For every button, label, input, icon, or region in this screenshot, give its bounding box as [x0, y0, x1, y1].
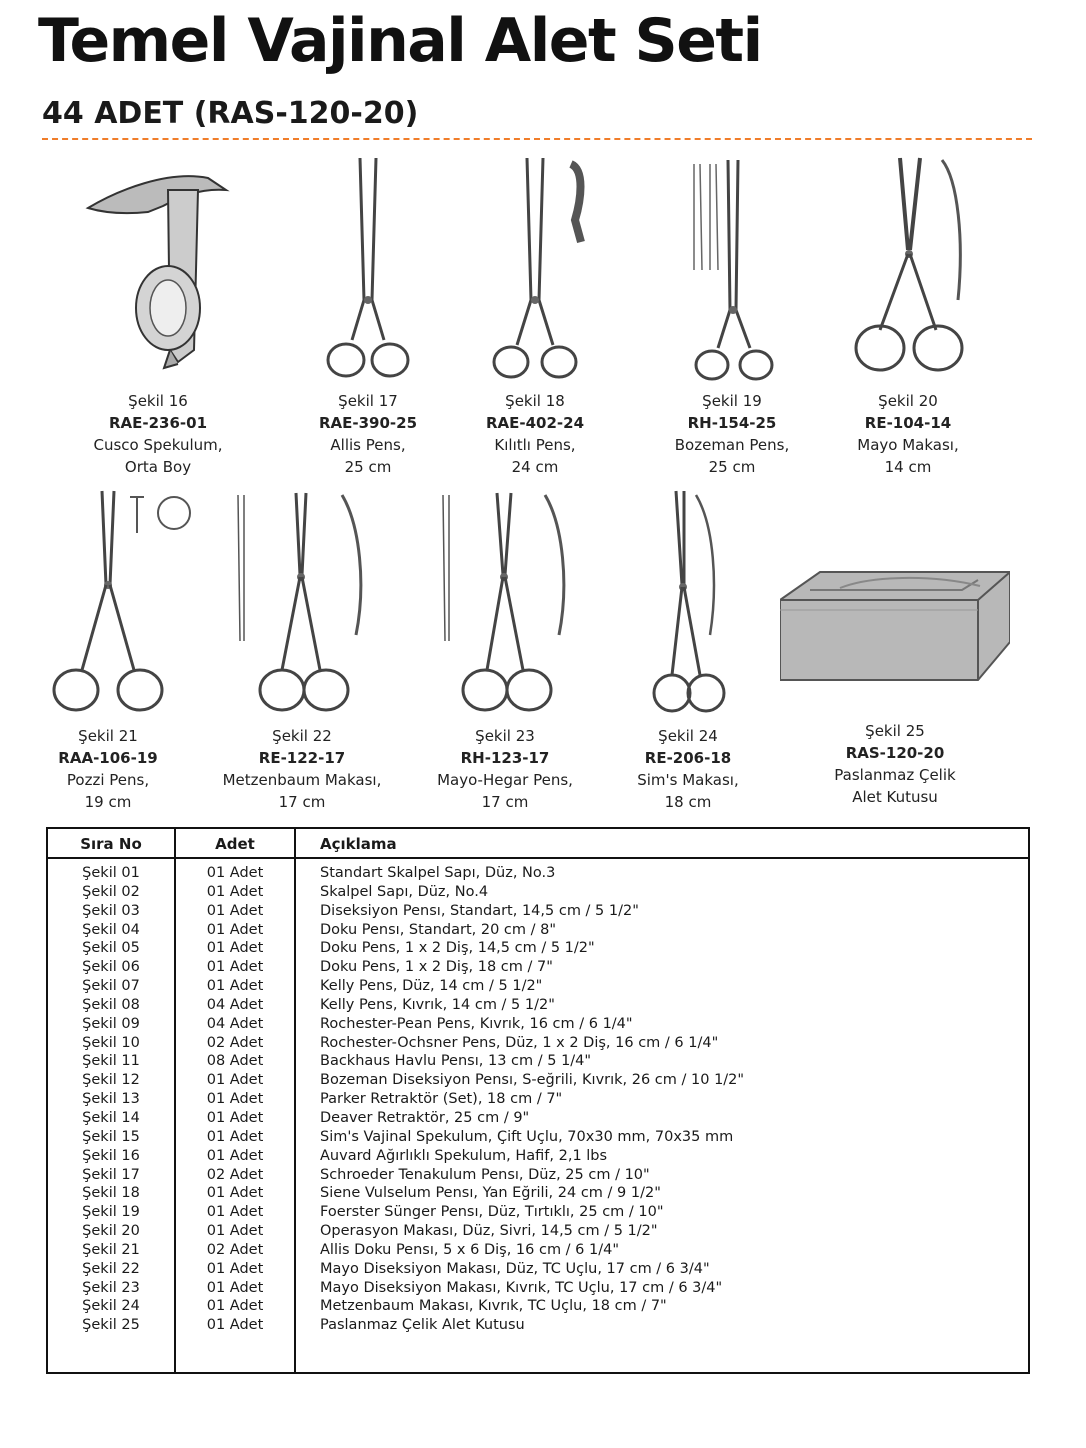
product-name: Cusco Spekulum,: [93, 436, 223, 454]
row-quantity: 01 Adet: [206, 1128, 264, 1145]
row-description: Mayo Diseksiyon Makası, Düz, TC Uçlu, 17 cm / 6 3/4": [320, 1260, 710, 1277]
row-description: Auvard Ağırlıklı Spekulum, Hafif, 2,1 lbs: [320, 1147, 608, 1164]
figure-21: [8, 485, 208, 815]
row-quantity: 01 Adet: [206, 1185, 264, 1202]
product-size: 24 cm: [511, 458, 559, 476]
table-row: [48, 996, 1028, 1015]
scissors-icon: [588, 485, 788, 720]
figure-22: [202, 485, 402, 815]
forceps-icon: [435, 150, 635, 385]
speculum-icon: [58, 150, 258, 385]
table-body: [48, 864, 1028, 1335]
row-number: Şekil 07: [82, 978, 140, 995]
table-header: [48, 829, 1028, 859]
header-aciklama: Açıklama: [320, 835, 397, 853]
product-name: Sim's Makası,: [637, 771, 739, 789]
row-number: Şekil 23: [82, 1279, 140, 1296]
row-quantity: 01 Adet: [206, 921, 264, 938]
table-row: [48, 1128, 1028, 1147]
product-size: 19 cm: [84, 793, 132, 811]
table-row: [48, 1260, 1028, 1279]
row-description: Doku Pens, 1 x 2 Diş, 18 cm / 7": [320, 959, 553, 976]
header-sira-no: Sıra No: [80, 835, 142, 853]
row-quantity: 01 Adet: [206, 902, 264, 919]
header-adet: Adet: [215, 835, 255, 853]
row-description: Allis Doku Pensı, 5 x 6 Diş, 16 cm / 6 1/4": [320, 1241, 620, 1258]
row-number: Şekil 21: [82, 1241, 140, 1258]
row-quantity: 02 Adet: [206, 1034, 264, 1051]
page-title: Temel Vajinal Alet Seti: [38, 6, 762, 76]
row-description: Paslanmaz Çelik Alet Kutusu: [320, 1317, 525, 1334]
table-row: [48, 977, 1028, 996]
row-quantity: 01 Adet: [206, 1279, 264, 1296]
product-size: 18 cm: [664, 793, 712, 811]
row-quantity: 01 Adet: [206, 978, 264, 995]
row-number: Şekil 09: [82, 1015, 140, 1032]
row-number: Şekil 02: [82, 883, 140, 900]
table-row: [48, 1203, 1028, 1222]
row-description: Doku Pensı, Standart, 20 cm / 8": [320, 921, 557, 938]
figure-19: [632, 150, 832, 480]
row-quantity: 01 Adet: [206, 1091, 264, 1108]
product-code: RAA-106-19: [58, 749, 158, 767]
row-quantity: 01 Adet: [206, 883, 264, 900]
row-number: Şekil 22: [82, 1260, 140, 1277]
row-quantity: 04 Adet: [206, 996, 264, 1013]
row-quantity: 04 Adet: [206, 1015, 264, 1032]
product-name: Mayo-Hegar Pens,: [437, 771, 573, 789]
table-row: [48, 1316, 1028, 1335]
row-quantity: 01 Adet: [206, 865, 264, 881]
table-row: [48, 1034, 1028, 1053]
row-number: Şekil 14: [82, 1109, 140, 1126]
table-row: [48, 958, 1028, 977]
table-row: [48, 902, 1028, 921]
product-code: RE-206-18: [644, 749, 732, 767]
figure-23: [405, 485, 605, 815]
row-number: Şekil 17: [82, 1166, 140, 1183]
row-number: Şekil 06: [82, 959, 140, 976]
row-description: Parker Retraktör (Set), 18 cm / 7": [320, 1091, 563, 1108]
row-quantity: 01 Adet: [206, 1109, 264, 1126]
steel-box-icon: [780, 560, 1010, 700]
row-description: Backhaus Havlu Pensı, 13 cm / 5 1/4": [320, 1053, 592, 1070]
row-description: Skalpel Sapı, Düz, No.4: [320, 883, 489, 900]
table-row: [48, 1279, 1028, 1298]
dashed-divider: [42, 138, 1032, 140]
product-name: Paslanmaz Çelik: [834, 766, 956, 784]
table-row: [48, 921, 1028, 940]
figure-number: Şekil 19: [702, 392, 762, 410]
table-row: [48, 1109, 1028, 1128]
product-code: RAE-402-24: [485, 414, 585, 432]
row-number: Şekil 13: [82, 1091, 140, 1108]
row-description: Doku Pens, 1 x 2 Diş, 14,5 cm / 5 1/2": [320, 940, 595, 957]
product-name: Pozzi Pens,: [66, 771, 150, 789]
row-number: Şekil 19: [82, 1204, 140, 1221]
row-description: Foerster Sünger Pensı, Düz, Tırtıklı, 25 cm / 10": [320, 1204, 664, 1221]
table-row: [48, 883, 1028, 902]
product-size: 14 cm: [884, 458, 932, 476]
row-number: Şekil 24: [82, 1298, 140, 1315]
figure-number: Şekil 23: [475, 727, 535, 745]
row-description: Schroeder Tenakulum Pensı, Düz, 25 cm / 10": [320, 1166, 650, 1183]
row-number: Şekil 20: [82, 1223, 140, 1240]
table-row: [48, 1297, 1028, 1316]
row-quantity: 01 Adet: [206, 1223, 264, 1240]
row-number: Şekil 05: [82, 940, 140, 957]
product-size: 25 cm: [708, 458, 756, 476]
row-description: Sim's Vajinal Spekulum, Çift Uçlu, 70x30 mm, 70x35 mm: [320, 1128, 734, 1145]
product-code: RAE-390-25: [318, 414, 418, 432]
scissors-icon: [202, 485, 402, 720]
row-description: Bozeman Diseksiyon Pensı, S-eğrili, Kıvrık, 26 cm / 10 1/2": [320, 1072, 745, 1089]
product-size: Orta Boy: [124, 458, 192, 476]
contents-table: [46, 827, 1030, 1374]
product-name: Allis Pens,: [330, 436, 406, 454]
figure-number: Şekil 16: [128, 392, 188, 410]
figure-20: [808, 150, 1008, 480]
product-name: Mayo Makası,: [857, 436, 959, 454]
row-number: Şekil 04: [82, 921, 140, 938]
figure-number: Şekil 18: [505, 392, 565, 410]
figure-number: Şekil 24: [658, 727, 718, 745]
row-number: Şekil 11: [82, 1053, 140, 1070]
scissors-icon: [808, 150, 1008, 385]
row-quantity: 02 Adet: [206, 1241, 264, 1258]
row-quantity: 01 Adet: [206, 1260, 264, 1277]
row-number: Şekil 15: [82, 1128, 140, 1145]
figure-number: Şekil 22: [272, 727, 332, 745]
row-quantity: 01 Adet: [206, 1317, 264, 1334]
row-number: Şekil 03: [82, 902, 140, 919]
table-row: [48, 939, 1028, 958]
product-code: RH-154-25: [687, 414, 777, 432]
row-description: Kelly Pens, Kıvrık, 14 cm / 5 1/2": [320, 996, 555, 1013]
row-description: Diseksiyon Pensı, Standart, 14,5 cm / 5 1/2": [320, 902, 639, 919]
product-name: Kılıtlı Pens,: [494, 436, 576, 454]
row-quantity: 01 Adet: [206, 940, 264, 957]
row-description: Operasyon Makası, Düz, Sivri, 14,5 cm / 5 1/2": [320, 1223, 658, 1240]
row-number: Şekil 08: [82, 996, 140, 1013]
row-number: Şekil 12: [82, 1072, 140, 1089]
row-description: Mayo Diseksiyon Makası, Kıvrık, TC Uçlu, 17 cm / 6 3/4": [320, 1279, 723, 1296]
table-row: [48, 1147, 1028, 1166]
row-quantity: 02 Adet: [206, 1166, 264, 1183]
product-size: 17 cm: [278, 793, 326, 811]
forceps-icon: [632, 150, 832, 385]
row-description: Siene Vulselum Pensı, Yan Eğrili, 24 cm / 9 1/2": [320, 1185, 661, 1202]
figure-16: [58, 150, 258, 480]
product-code: RE-122-17: [258, 749, 346, 767]
needle-holder-icon: [405, 485, 605, 720]
row-number: Şekil 25: [82, 1317, 140, 1334]
row-quantity: 01 Adet: [206, 1204, 264, 1221]
figure-number: Şekil 20: [878, 392, 938, 410]
product-code: RE-104-14: [864, 414, 952, 432]
row-description: Standart Skalpel Sapı, Düz, No.3: [320, 865, 556, 881]
table-row: [48, 1090, 1028, 1109]
product-code: RAS-120-20: [845, 744, 945, 762]
row-description: Rochester-Pean Pens, Kıvrık, 16 cm / 6 1/4": [320, 1015, 633, 1032]
row-number: Şekil 01: [82, 865, 140, 881]
row-quantity: 01 Adet: [206, 1298, 264, 1315]
row-quantity: 01 Adet: [206, 1147, 264, 1164]
row-quantity: 01 Adet: [206, 1072, 264, 1089]
product-name: Bozeman Pens,: [674, 436, 790, 454]
product-code: RAE-236-01: [108, 414, 208, 432]
row-number: Şekil 18: [82, 1185, 140, 1202]
row-quantity: 01 Adet: [206, 959, 264, 976]
table-row: [48, 1052, 1028, 1071]
product-name: Metzenbaum Makası,: [222, 771, 382, 789]
table-row: [48, 1071, 1028, 1090]
forceps-icon: [8, 485, 208, 720]
product-size: 25 cm: [344, 458, 392, 476]
row-quantity: 08 Adet: [206, 1053, 264, 1070]
product-code: RH-123-17: [460, 749, 550, 767]
product-size: 17 cm: [481, 793, 529, 811]
table-row: [48, 1184, 1028, 1203]
set-code-subtitle: 44 ADET (RAS-120-20): [42, 96, 419, 131]
figure-18: [435, 150, 635, 480]
row-description: Kelly Pens, Düz, 14 cm / 5 1/2": [320, 978, 543, 995]
table-row: [48, 864, 1028, 883]
row-number: Şekil 16: [82, 1147, 140, 1164]
figure-24: [588, 485, 788, 815]
row-description: Rochester-Ochsner Pens, Düz, 1 x 2 Diş, 16 cm / 6 1/4": [320, 1034, 719, 1051]
figure-number: Şekil 17: [338, 392, 398, 410]
row-description: Deaver Retraktör, 25 cm / 9": [320, 1109, 530, 1126]
row-number: Şekil 10: [82, 1034, 140, 1051]
table-row: [48, 1166, 1028, 1185]
figure-number: Şekil 21: [78, 727, 138, 745]
row-description: Metzenbaum Makası, Kıvrık, TC Uçlu, 18 cm / 7": [320, 1298, 667, 1315]
table-row: [48, 1222, 1028, 1241]
product-size: Alet Kutusu: [852, 788, 938, 806]
table-row: [48, 1241, 1028, 1260]
figure-25: [780, 560, 1010, 820]
figure-number: Şekil 25: [865, 722, 925, 740]
table-row: [48, 1015, 1028, 1034]
